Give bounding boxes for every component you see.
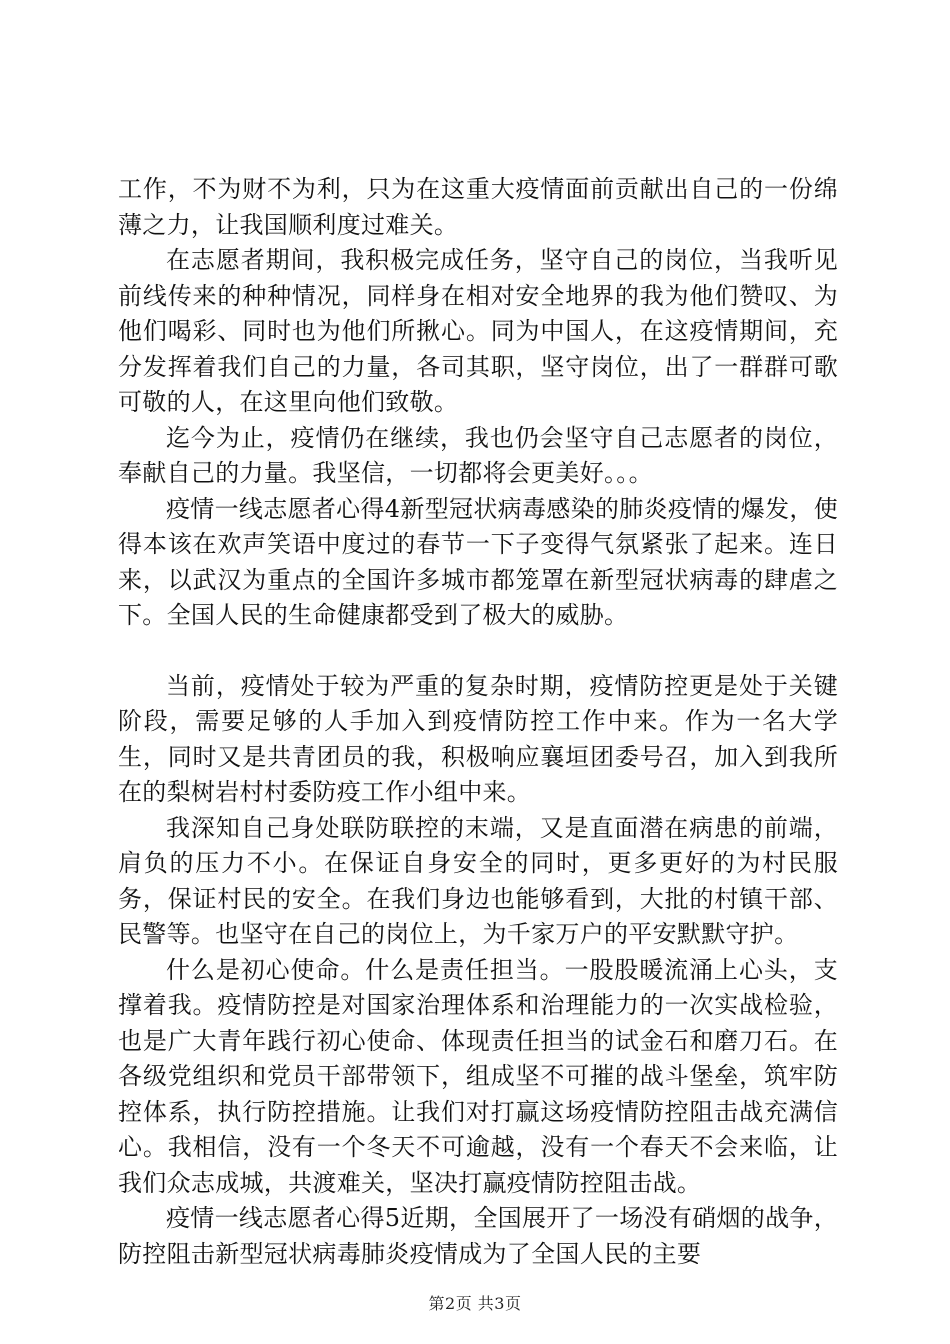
paragraph-6: 我深知自己身处联防联控的末端，又是直面潜在病患的前端，肩负的压力不小。在保证自身安全的同时，更多更好的为村民服务，保证村民的安全。在我们身边也能够看到，大批的村镇干部、民警等。也坚守在自己的岗位上，为千家万户的平安默默守护。 xyxy=(118,813,838,948)
paragraph-2: 在志愿者期间，我积极完成任务，坚守自己的岗位，当我听见前线传来的种种情况，同样身在相对安全地界的我为他们赞叹、为他们喝彩、同时也为他们所揪心。同为中国人，在这疫情期间，充分发挥着我们自己的力量，各司其职，坚守岗位，出了一群群可歌可敬的人，在这里向他们致敬。 xyxy=(118,246,838,416)
paragraph-7: 什么是初心使命。什么是责任担当。一股股暖流涌上心头，支撑着我。疫情防控是对国家治理体系和治理能力的一次实战检验，也是广大青年践行初心使命、体现责任担当的试金石和磨刀石。在各级党组织和党员干部带领下，组成坚不可摧的战斗堡垒，筑牢防控体系，执行防控措施。让我们对打赢这场疫情防控阻击战充满信心。我相信，没有一个冬天不可逾越，没有一个春天不会来临，让我们众志成城，共渡难关，坚决打赢疫情防控阻击战。 xyxy=(118,955,838,1197)
page-footer: 第2页 共3页 xyxy=(428,1294,522,1313)
paragraph-3: 迄今为止，疫情仍在继续，我也仍会坚守自己志愿者的岗位，奉献自己的力量。我坚信，一切都将会更美好。。。 xyxy=(118,423,838,487)
paragraph-1: 工作，不为财不为利，只为在这重大疫情面前贡献出自己的一份绵薄之力，让我国顺利度过难关。 xyxy=(118,175,838,239)
document-body xyxy=(118,172,838,1272)
paragraph-8: 疫情一线志愿者心得5近期，全国展开了一场没有硝烟的战争，防控阻击新型冠状病毒肺炎疫情成为了全国人民的主要 xyxy=(118,1204,838,1268)
paragraph-4: 疫情一线志愿者心得4新型冠状病毒感染的肺炎疫情的爆发，使得本该在欢声笑语中度过的春节一下子变得气氛紧张了起来。连日来，以武汉为重点的全国许多城市都笼罩在新型冠状病毒的肆虐之下。全国人民的生命健康都受到了极大的威胁。 xyxy=(118,494,838,629)
paragraph-5: 当前，疫情处于较为严重的复杂时期，疫情防控更是处于关键阶段，需要足够的人手加入到疫情防控工作中来。作为一名大学生，同时又是共青团员的我，积极响应襄垣团委号召，加入到我所在的梨树岩村村委防疫工作小组中来。 xyxy=(118,671,838,806)
